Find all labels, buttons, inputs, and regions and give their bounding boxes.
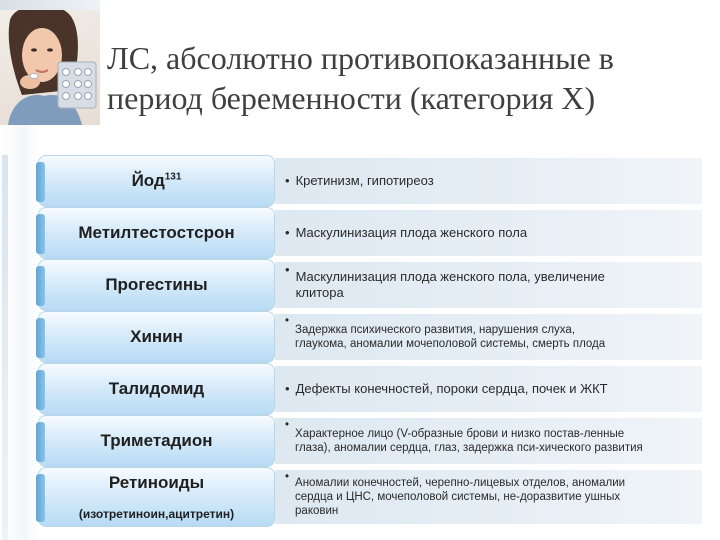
label-accent-bar [36,422,45,462]
label-accent-bar [36,474,45,522]
side-decor-line [2,155,8,540]
effect-description [275,366,702,412]
effect-description [275,418,702,464]
table-row [38,259,702,311]
drug-label [38,363,275,415]
effect-description [275,314,702,360]
effect-description [275,470,702,524]
photo-top-stripe [0,0,100,10]
effect-text: Кретинизм, гипотиреоз [295,173,434,188]
table-row [38,415,702,467]
bullet-icon: • [285,225,290,240]
effect-text: Задержка психического развития, нарушения слуха, глаукома, аномалии мочеполовой системы, смерть плода [295,324,606,350]
label-accent-bar [36,370,45,410]
label-accent-bar [36,266,45,306]
drug-name: Прогестины [105,275,208,294]
label-accent-bar [36,318,45,358]
table-row [38,311,702,363]
drug-name: Ретиноиды [108,473,205,492]
drug-name: Триметадион [100,431,213,450]
drug-name: Метилтестостсрон [78,223,235,242]
effect-text: Дефекты конечностей, пороки сердца, почек и ЖКТ [295,381,608,396]
woman-illustration-icon [0,0,100,125]
drug-label [38,207,275,259]
drug-name-line [132,171,182,191]
drug-label [38,259,275,311]
effect-text: Маскулинизация плода женского пола, увеличение клитора [295,269,605,300]
drug-label [38,155,275,207]
drug-label [38,311,275,363]
drug-label [38,467,275,527]
drug-superscript: 131 [164,171,182,183]
effect-text: Характерное лицо (V-образные брови и низко постав-ленные глаза), аномалии сердца, глаз, задержка пси-хического развития [295,428,643,454]
bullet-icon: • [285,471,290,483]
bullet-icon: • [285,315,290,327]
effect-text: Маскулинизация плода женского пола [295,225,528,240]
bullet-icon: • [285,419,290,431]
drug-name: Йод [131,171,165,190]
label-accent-bar [36,214,45,254]
table-row [38,207,702,259]
woman-with-pills-photo [0,0,100,125]
drug-name: Талидомид [108,379,205,398]
drug-name: Хинин [130,327,183,346]
effect-description [275,262,702,308]
bullet-icon: • [285,173,290,188]
table-row [38,363,702,415]
drug-label [38,415,275,467]
table-row [38,155,702,207]
label-accent-bar [36,162,45,202]
table-row [38,467,702,527]
effect-description [275,158,702,204]
slide-title: ЛС, абсолютно противопоказанные в период беременности (категория X) [107,40,614,116]
drug-examples: (изотретиноин,ацитретин) [78,507,235,521]
effect-text: Аномалии конечностей, черепно-лицевых отделов, аномалии сердца и ЦНС, мочеполовой системы, не-доразвитие ушных раковин [295,477,626,517]
effect-description [275,210,702,256]
bullet-icon: • [285,262,290,277]
bullet-icon: • [285,381,290,396]
